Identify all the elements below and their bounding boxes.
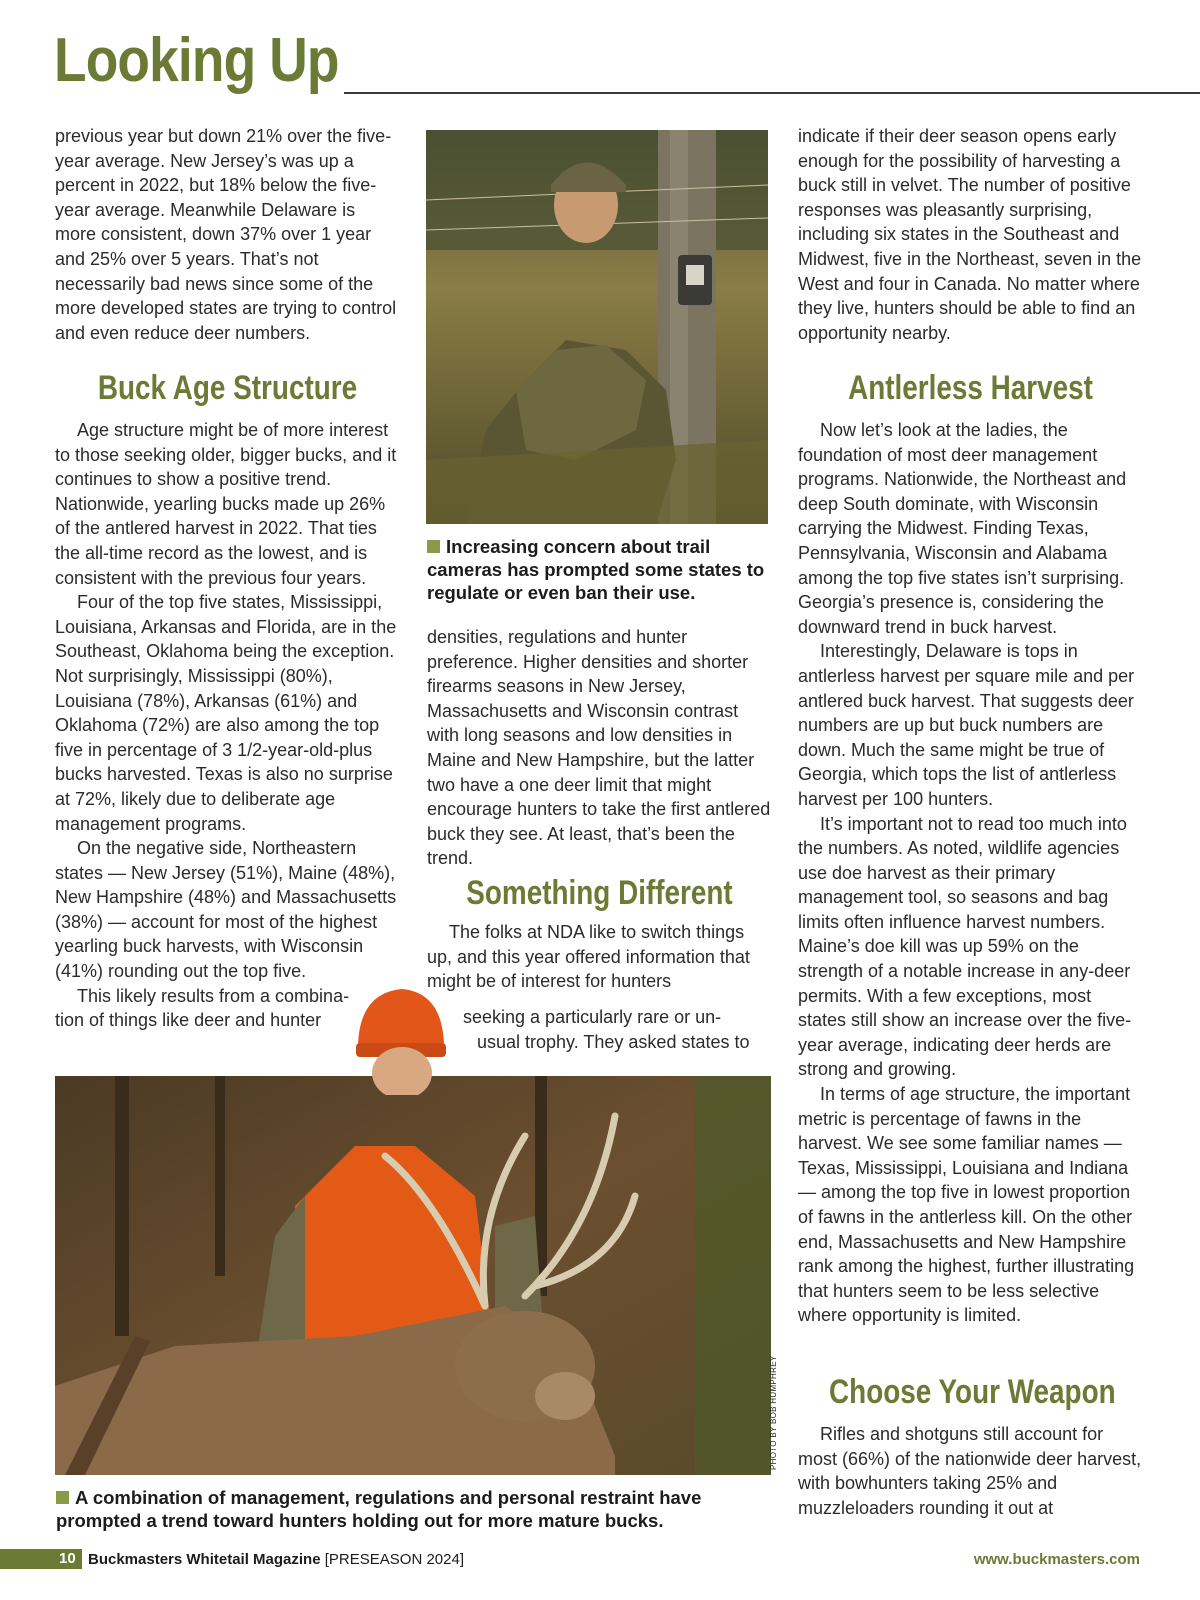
col1-paragraph: tion of things like deer and hunter	[55, 1010, 322, 1031]
page-number: 10	[59, 1550, 76, 1567]
hunter-head-overlap	[352, 985, 452, 1095]
title-rule	[344, 92, 1200, 94]
column-2-wrap-2	[477, 1030, 773, 1055]
trail-camera-caption	[427, 535, 769, 604]
heading-antlerless-harvest: Antlerless Harvest	[848, 369, 1093, 407]
column-3-body	[798, 418, 1143, 1328]
heading-something-different: Something Different	[466, 874, 733, 912]
col3-paragraph: In terms of age structure, the important metric is percentage of fawns in the harvest. We see some familiar names — Texas, Mississippi, Louisiana and Indiana — among the top five in lowest proportion of fawns in the antlerless kill. On the other end, Massachusetts and New Hampshire rank among the highest, further illustrating that hunters seem to be less selective where opportunity is limited.	[798, 1084, 1135, 1326]
caption-text: Increasing concern about trail cameras has prompted some states to regulate or even ban their use.	[427, 536, 765, 603]
magazine-name: Buckmasters Whitetail Magazine	[88, 1551, 321, 1568]
column-1-body	[55, 418, 400, 1033]
footer-url[interactable]: www.buckmasters.com	[973, 1551, 1140, 1568]
col1-paragraph: This likely results from a combina-	[77, 985, 350, 1006]
col1-intro: previous year but down 21% over the five-year average. New Jersey’s was up a percent in 2022, but 18% below the five-year average. Meanwhile Delaware is more consistent, down 37% over 1 year and 25% over 5 years. That’s not necessarily bad news since some of the more developed states are trying to control and even reduce deer numbers.	[55, 126, 397, 343]
col2-line: usual trophy. They asked states to	[477, 1032, 750, 1052]
footer-magazine	[88, 1551, 464, 1568]
caption-square-icon	[427, 540, 440, 553]
trail-camera-hunter-image	[426, 130, 768, 524]
caption-text: A combination of management, regulations and personal restraint have prompted a trend toward hunters holding out for more mature bucks.	[56, 1487, 702, 1531]
column-2-wrap-1	[463, 1005, 773, 1030]
column-3-end	[798, 1422, 1143, 1520]
col3-paragraph: Interestingly, Delaware is tops in antlerless harvest per square mile and per antlered buck harvest. That suggests deer numbers are up but buck numbers are down. Much the same might be true of Georgia, which tops the list of antlerless harvest per 100 hunters.	[798, 641, 1135, 809]
trail-camera-photo	[426, 130, 768, 524]
col3-paragraph: It’s important not to read too much into the numbers. As noted, wildlife agencies use doe harvest as their primary management tool, so seasons and bag limits often influence harvest numbers. Maine’s doe kill was up 59% on the strength of a notable increase in any-deer permits. With a few exceptions, most states still show an increase over the five-year average, indicating deer herds are strong and growing.	[798, 813, 1132, 1080]
col1-paragraph: Four of the top five states, Mississippi, Louisiana, Arkansas and Florida, are in the Southeast, Oklahoma being the exception. Not surprisingly, Mississippi (80%), Louisiana (78%), Arkansas (61%) and Oklahoma (72%) are also among the top five in percentage of 3 1/2-year-old-plus bucks harvested. Texas is also no surprise at 72%, likely due to deliberate age management programs.	[55, 592, 397, 834]
buck-photo-caption	[56, 1486, 776, 1532]
column-3-top	[798, 124, 1143, 345]
col2-line: seeking a particularly rare or un-	[463, 1007, 722, 1027]
column-1-top	[55, 124, 400, 345]
col1-paragraph: Age structure might be of more interest to those seeking older, bigger bucks, and it continues to show a positive trend. Nationwide, yearling bucks made up 26% of the antlered harvest in 2022. That ties the all-time record as the lowest, and is consistent with the previous four years.	[55, 420, 397, 588]
column-2-body-2	[427, 920, 767, 994]
caption-square-icon	[56, 1491, 69, 1504]
photo-credit: PHOTO BY BOB HUMPHREY	[769, 1355, 778, 1470]
col2-paragraph: The folks at NDA like to switch things up, and this year offered information that might be of interest for hunters	[427, 922, 750, 992]
col3-intro: indicate if their deer season opens early enough for the possibility of harvesting a buck still in velvet. The number of positive responses was pleasantly surprising, including six states in the Southeast and Midwest, five in the Northeast, seven in the West and four in Canada. No matter where they live, hunters should be able to find an opportunity nearby.	[798, 126, 1142, 343]
col2-paragraph: densities, regulations and hunter preference. Higher densities and shorter firearms seasons in New Jersey, Massachusetts and Wisconsin contrast with long seasons and low densities in Maine and New Hampshire, but the latter two have a one deer limit that might encourage hunters to take the first antlered buck they see. At least, that’s been the trend.	[427, 627, 771, 869]
heading-buck-age-structure: Buck Age Structure	[97, 369, 358, 407]
col3-paragraph: Rifles and shotguns still account for most (66%) of the nationwide deer harvest, with bowhunters taking 25% and muzzleloaders rounding it out at	[798, 1424, 1142, 1518]
buck-photo	[55, 1076, 771, 1475]
page-title: Looking Up	[54, 26, 339, 95]
col1-paragraph: On the negative side, Northeastern states — New Jersey (51%), Maine (48%), New Hampshire (48%) and Massachusetts (38%) — account for most of the highest yearling buck harvests, with Wisconsin (41%) rounding out the top five.	[55, 838, 397, 982]
hunter-with-buck-image	[55, 1076, 771, 1475]
col3-paragraph: Now let’s look at the ladies, the foundation of most deer management programs. Nationwide, the Northeast and deep South dominate, with Wisconsin carrying the Midwest. Finding Texas, Pennsylvania, Wisconsin and Alabama among the top five states isn’t surprising. Georgia’s presence is, considering the downward trend in buck harvest.	[798, 420, 1127, 637]
column-2-body	[427, 625, 772, 871]
hunter-orange-hat-image	[352, 985, 452, 1095]
heading-choose-your-weapon: Choose Your Weapon	[829, 1373, 1116, 1411]
issue-label: [PRESEASON 2024]	[324, 1551, 464, 1568]
